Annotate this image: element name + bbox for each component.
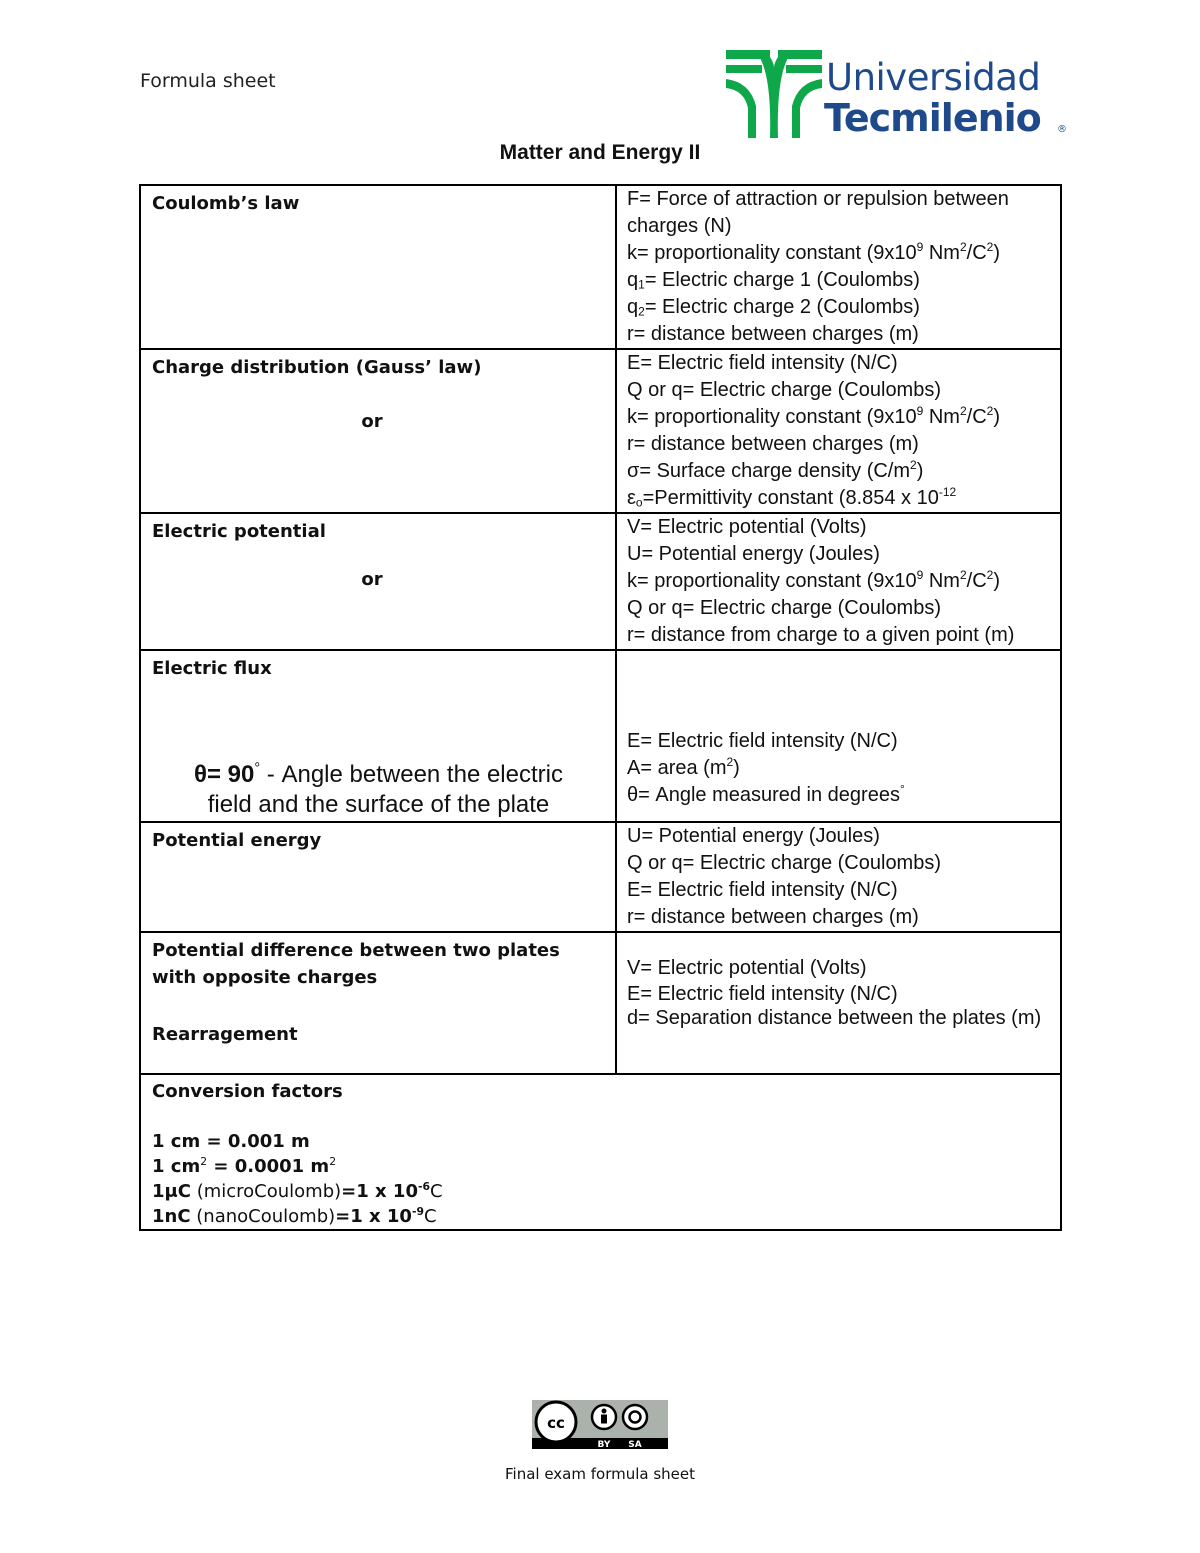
def-r: r= distance between charges (m) <box>627 323 919 345</box>
def-e: E= Electric field intensity (N/C) <box>627 730 898 752</box>
cell-conversion <box>140 1074 1061 1230</box>
def-d: d= Separation distance between the plates (m) <box>627 1007 1042 1029</box>
def-u: U= Potential energy (Joules) <box>627 543 880 565</box>
conv-nanocoulomb: 1nC (nanoCoulomb)=1 x $10^{-9}C$ <box>152 1204 437 1227</box>
header-text: Formula sheet <box>140 70 276 92</box>
row-potential <box>140 513 1061 650</box>
svg-text:BY: BY <box>597 1440 611 1449</box>
cell-energy-label <box>140 822 616 932</box>
def-force: F= Force of attraction or repulsion between charges (N) <box>627 188 1009 237</box>
svg-text:SA: SA <box>628 1440 642 1449</box>
cell-gauss-label <box>140 349 616 513</box>
def-e: E= Electric field intensity (N/C) <box>627 983 898 1005</box>
tree-logo-icon <box>724 46 824 142</box>
def-epsilon: $\varepsilon_o=Permittivity$ constant (8.854 x $10^{-12}$ <box>627 485 957 510</box>
person-icon <box>592 1405 616 1429</box>
conv-microcoulomb: 1μC (microCoulomb)=1 x $10^{-6}C$ <box>152 1179 443 1202</box>
label-plates-2: with opposite charges <box>152 967 378 988</box>
cell-coulomb-defs <box>616 185 1061 349</box>
label-coulomb: Coulomb’s law <box>152 193 300 214</box>
def-r: r= distance between charges (m) <box>627 433 919 455</box>
def-r: r= distance from charge to a given point (m) <box>627 624 1015 646</box>
def-v: V= Electric potential (Volts) <box>627 516 867 538</box>
conv-cm-m: 1 cm = 0.001 m <box>152 1131 310 1152</box>
label-rearrangement: Rearragement <box>152 1024 298 1045</box>
label-plates-1: Potential difference between two plates <box>152 940 560 961</box>
share-alike-icon <box>623 1405 647 1429</box>
label-energy: Potential energy <box>152 830 322 851</box>
logo-line-tecmilenio: Tecmilenio <box>824 96 1041 140</box>
page-title: Matter and Energy II <box>499 141 701 164</box>
registered-mark: ® <box>1057 124 1067 135</box>
def-sigma: σ= Surface charge density $(C/m^2)$ <box>627 458 924 482</box>
svg-text:cc: cc <box>547 1414 565 1432</box>
def-area: A= area $(m^2)$ <box>627 755 740 779</box>
def-k: k= proportionality constant ($9x10^9$ $Nm^2/C^2$) <box>627 404 1001 428</box>
university-logo <box>724 46 1069 142</box>
def-v: V= Electric potential (Volts) <box>627 957 867 979</box>
row-plates <box>140 932 1061 1074</box>
def-k: k= proportionality constant ($9x10^9$ $Nm^2/C^2$) <box>627 240 1001 264</box>
cell-plates-label <box>140 932 616 1074</box>
footer-text: Final exam formula sheet <box>504 1465 696 1483</box>
def-q1: $q_1=$ Electric charge 1 (Coulombs) <box>627 269 920 292</box>
or-potential: or <box>361 569 383 590</box>
cell-plates-defs <box>616 932 1061 1074</box>
def-e: E= Electric field intensity (N/C) <box>627 879 898 901</box>
cc-by-sa-badge <box>532 1400 668 1449</box>
row-energy <box>140 822 1061 932</box>
def-k: k= proportionality constant ($9x10^9$ $Nm^2/C^2$) <box>627 568 1001 592</box>
label-potential: Electric potential <box>152 521 326 542</box>
cell-flux-label <box>140 650 616 822</box>
or-gauss: or <box>361 411 383 432</box>
label-flux: Electric flux <box>152 658 272 679</box>
cell-potential-label <box>140 513 616 650</box>
cell-gauss-defs <box>616 349 1061 513</box>
def-q: Q or q= Electric charge (Coulombs) <box>627 379 942 401</box>
def-theta: θ= Angle measured in degrees° <box>627 782 905 806</box>
def-q: Q or q= Electric charge (Coulombs) <box>627 597 942 619</box>
cell-potential-defs <box>616 513 1061 650</box>
conv-cm2-m2: 1 $cm^2 = 0.0001$ $m^2$ <box>152 1154 337 1177</box>
row-gauss <box>140 349 1061 513</box>
def-r: r= distance between charges (m) <box>627 906 919 928</box>
def-u: U= Potential energy (Joules) <box>627 825 880 847</box>
theta-note: θ= 90° - Angle between the electric field and the surface of the plate <box>194 760 563 818</box>
cell-energy-defs <box>616 822 1061 932</box>
logo-line-universidad: Universidad <box>826 56 1041 99</box>
formula-table <box>139 184 1062 1231</box>
cell-flux-defs <box>616 650 1061 822</box>
label-conversion: Conversion factors <box>152 1081 343 1102</box>
row-flux <box>140 650 1061 822</box>
def-q: Q or q= Electric charge (Coulombs) <box>627 852 942 874</box>
label-gauss: Charge distribution (Gauss’ law) <box>152 357 482 378</box>
cell-coulomb-label <box>140 185 616 349</box>
def-q2: $q_2=$ Electric charge 2 (Coulombs) <box>627 296 920 319</box>
row-conversion <box>140 1074 1061 1230</box>
row-coulomb <box>140 185 1061 349</box>
def-e: E= Electric field intensity (N/C) <box>627 352 898 374</box>
